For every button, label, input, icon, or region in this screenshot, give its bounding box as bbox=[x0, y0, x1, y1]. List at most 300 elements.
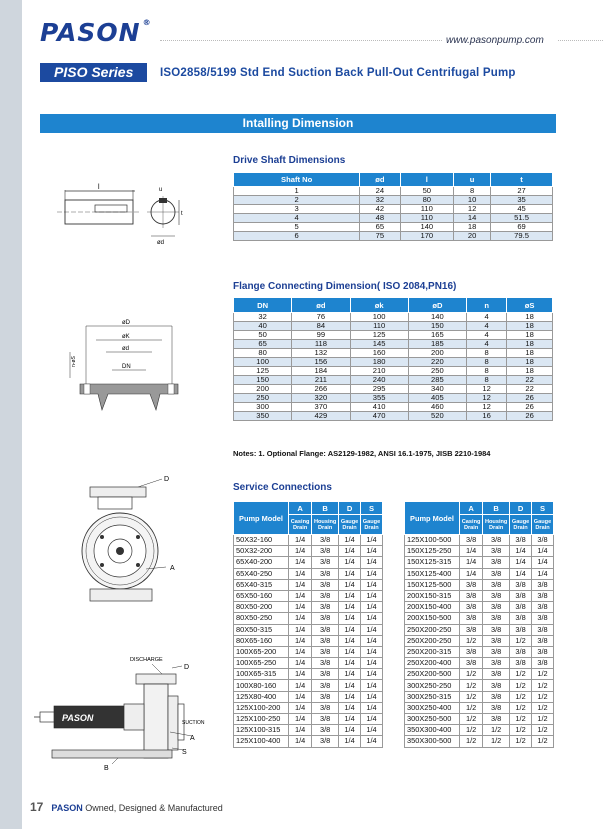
table-cell: 266 bbox=[292, 385, 350, 394]
table-cell: 3/8 bbox=[312, 602, 339, 613]
table-cell: 1/4 bbox=[460, 568, 483, 579]
table-cell: 1/2 bbox=[460, 680, 483, 691]
table-row bbox=[234, 367, 553, 376]
table-cell: 1/4 bbox=[339, 658, 361, 669]
table-cell: 4 bbox=[467, 313, 507, 322]
col-shaft-no: Shaft No bbox=[234, 173, 360, 187]
table-cell: 200 bbox=[234, 385, 292, 394]
table-cell: 125X100-250 bbox=[234, 714, 289, 725]
table-row bbox=[234, 590, 383, 601]
table-cell: 50X32-200 bbox=[234, 546, 289, 557]
table-cell: 3/8 bbox=[312, 646, 339, 657]
table-cell: 250X200-315 bbox=[405, 646, 460, 657]
table-row bbox=[234, 232, 553, 241]
table-row bbox=[234, 358, 553, 367]
table-cell: 8 bbox=[467, 376, 507, 385]
table-cell: 1/4 bbox=[361, 658, 383, 669]
svg-text:DN: DN bbox=[122, 364, 131, 370]
page-number: 17 bbox=[30, 800, 44, 814]
table-row bbox=[234, 535, 383, 546]
table-cell: 20 bbox=[454, 232, 491, 241]
table-cell: 3/8 bbox=[532, 635, 554, 646]
table-cell: 118 bbox=[292, 340, 350, 349]
table-cell: 3/8 bbox=[483, 579, 510, 590]
table-cell: 125X100-500 bbox=[405, 535, 460, 546]
table-cell: 3/8 bbox=[312, 702, 339, 713]
table-cell: 1/4 bbox=[289, 613, 312, 624]
table-cell: 3/8 bbox=[510, 646, 532, 657]
table-cell: 3/8 bbox=[460, 658, 483, 669]
svg-text:n-øS: n-øS bbox=[71, 356, 77, 367]
footer-brand: PASON bbox=[51, 803, 83, 813]
table-cell: 1/2 bbox=[532, 725, 554, 736]
table-cell: 12 bbox=[467, 385, 507, 394]
table-row bbox=[405, 635, 554, 646]
svg-text:ød: ød bbox=[122, 346, 130, 352]
table-cell: 355 bbox=[350, 394, 408, 403]
table-cell: 1/4 bbox=[361, 568, 383, 579]
table-cell: 75 bbox=[360, 232, 400, 241]
table-cell: 1/2 bbox=[510, 736, 532, 747]
table-cell: 1/2 bbox=[460, 725, 483, 736]
table-cell: 3/8 bbox=[483, 702, 510, 713]
table-cell: 3/8 bbox=[312, 557, 339, 568]
table-cell: 3/8 bbox=[510, 535, 532, 546]
table-cell: 80X50-200 bbox=[234, 602, 289, 613]
table-cell: 3 bbox=[234, 205, 360, 214]
table-cell: 1/4 bbox=[339, 546, 361, 557]
table-row bbox=[234, 736, 383, 747]
table-cell: 100 bbox=[234, 358, 292, 367]
table-cell: 1/4 bbox=[289, 646, 312, 657]
table-cell: 1/2 bbox=[532, 702, 554, 713]
table-cell: 285 bbox=[408, 376, 466, 385]
table-row bbox=[234, 669, 383, 680]
table-cell: 18 bbox=[507, 331, 553, 340]
svg-text:ød: ød bbox=[157, 240, 165, 246]
service-table-left: Pump Model A B D S Casing Drain Housing Drain Gauge Drain Gauge Drain 50X32-160 1/4 3/8 1/4 1/4 50X32-200 1/4 3/8 1/4 1/4 65X40-200 1/4 3/8 1/4 1/4 65X40-250 1/4 3/8 1/4 1/4 65X40-315 1/4 3/8 1/4 1/4 65X50-160 1/4 3/8 1/4 1/4 80X50-200 1/4 3/8 1/4 1/4 80X50-250 1/4 3/8 1/4 1/4 80X50-315 1/4 3/8 1/4 1/4 80X65-160 1/4 3/8 1/4 1/4 100X65-200 1/4 3/8 1/4 1/4 100X65-250 1/4 3/8 1/4 1/4 100X65-315 1/4 3/8 1/4 1/4 100X80-160 1/4 3/8 1/4 1/4 125X80-400 1/4 3/8 1/4 1/4 125X100-200 1/4 3/8 1/4 1/4 125X100-250 1/4 3/8 1/4 1/4 125X100-315 1/4 3/8 1/4 1/4 125X100-400 1/4 3/8 1/4 1/4 bbox=[233, 501, 383, 748]
table-cell: 3/8 bbox=[460, 646, 483, 657]
table-cell: 1/2 bbox=[460, 702, 483, 713]
table-cell: 200X150-315 bbox=[405, 590, 460, 601]
table-cell: 12 bbox=[467, 394, 507, 403]
table-row bbox=[405, 702, 554, 713]
table-row bbox=[234, 624, 383, 635]
table-row bbox=[234, 394, 553, 403]
table-row bbox=[234, 635, 383, 646]
table-cell: 156 bbox=[292, 358, 350, 367]
table-cell: 3/8 bbox=[312, 613, 339, 624]
table-cell: 1/2 bbox=[510, 702, 532, 713]
svg-text:t: t bbox=[181, 211, 183, 217]
table-cell: 3/8 bbox=[460, 613, 483, 624]
table-cell: 1/2 bbox=[483, 736, 510, 747]
table-cell: 50 bbox=[400, 187, 454, 196]
table-row bbox=[234, 725, 383, 736]
table-cell: 3/8 bbox=[532, 658, 554, 669]
table-cell: 32 bbox=[234, 313, 292, 322]
table-row bbox=[234, 646, 383, 657]
table-cell: 1/4 bbox=[361, 646, 383, 657]
table-cell: 125X100-200 bbox=[234, 702, 289, 713]
table-cell: 140 bbox=[408, 313, 466, 322]
table-cell: 1/4 bbox=[339, 568, 361, 579]
table-cell: 8 bbox=[467, 349, 507, 358]
table-row bbox=[405, 568, 554, 579]
table-row bbox=[405, 669, 554, 680]
table-cell: 3/8 bbox=[532, 579, 554, 590]
table-cell: 3/8 bbox=[483, 691, 510, 702]
svg-text:PASON: PASON bbox=[62, 713, 94, 723]
svg-text:S: S bbox=[182, 749, 187, 756]
table-cell: 3/8 bbox=[460, 624, 483, 635]
table-cell: 4 bbox=[234, 214, 360, 223]
table-cell: 8 bbox=[467, 367, 507, 376]
table-cell: 3/8 bbox=[460, 535, 483, 546]
table-cell: 1/2 bbox=[510, 635, 532, 646]
table-row bbox=[234, 376, 553, 385]
table-cell: 80X50-315 bbox=[234, 624, 289, 635]
table-cell: 1/4 bbox=[289, 535, 312, 546]
table-cell: 350X300-500 bbox=[405, 736, 460, 747]
table-cell: 3/8 bbox=[483, 714, 510, 725]
table-cell: 3/8 bbox=[312, 725, 339, 736]
table-cell: 3/8 bbox=[510, 613, 532, 624]
table-cell: 27 bbox=[491, 187, 553, 196]
table-row bbox=[234, 691, 383, 702]
table-cell: 125 bbox=[350, 331, 408, 340]
col-dn: DN bbox=[234, 298, 292, 313]
table-cell: 65X50-160 bbox=[234, 590, 289, 601]
table-cell: 5 bbox=[234, 223, 360, 232]
table-cell: 180 bbox=[350, 358, 408, 367]
table-cell: 3/8 bbox=[510, 590, 532, 601]
table-cell: 1/4 bbox=[289, 546, 312, 557]
table-cell: 3/8 bbox=[483, 658, 510, 669]
table-cell: 240 bbox=[350, 376, 408, 385]
table-cell: 200X150-400 bbox=[405, 602, 460, 613]
table-row bbox=[234, 680, 383, 691]
table-cell: 3/8 bbox=[312, 546, 339, 557]
table-cell: 32 bbox=[360, 196, 400, 205]
table-cell: 1/2 bbox=[510, 725, 532, 736]
table-cell: 1/4 bbox=[361, 691, 383, 702]
website-url[interactable]: www.pasonpump.com bbox=[446, 35, 544, 46]
table-cell: 200 bbox=[408, 349, 466, 358]
table-cell: 405 bbox=[408, 394, 466, 403]
col-n: n bbox=[467, 298, 507, 313]
table-cell: 350 bbox=[234, 412, 292, 421]
table-cell: 110 bbox=[400, 214, 454, 223]
table-cell: 210 bbox=[350, 367, 408, 376]
table-cell: 125X80-400 bbox=[234, 691, 289, 702]
table-row bbox=[234, 702, 383, 713]
table-cell: 1/4 bbox=[339, 691, 361, 702]
table-row bbox=[405, 646, 554, 657]
table-cell: 4 bbox=[467, 322, 507, 331]
table-cell: 250X200-400 bbox=[405, 658, 460, 669]
table-cell: 3/8 bbox=[510, 579, 532, 590]
svg-text:SUCTION: SUCTION bbox=[182, 720, 205, 726]
table-cell: 250X200-500 bbox=[405, 669, 460, 680]
table-cell: 51.5 bbox=[491, 214, 553, 223]
table-cell: 1/2 bbox=[532, 736, 554, 747]
table-cell: 300X250-400 bbox=[405, 702, 460, 713]
table-cell: 1/4 bbox=[361, 669, 383, 680]
table-cell: 1/4 bbox=[361, 557, 383, 568]
table-cell: 220 bbox=[408, 358, 466, 367]
table-cell: 110 bbox=[400, 205, 454, 214]
table-cell: 1/4 bbox=[339, 590, 361, 601]
header-divider bbox=[160, 40, 442, 41]
table-cell: 1/4 bbox=[289, 691, 312, 702]
table-cell: 145 bbox=[350, 340, 408, 349]
table-cell: 3/8 bbox=[483, 624, 510, 635]
table-cell: 1/4 bbox=[289, 714, 312, 725]
table-cell: 1/2 bbox=[483, 725, 510, 736]
table-cell: 10 bbox=[454, 196, 491, 205]
table-cell: 6 bbox=[234, 232, 360, 241]
table-cell: 1/4 bbox=[361, 535, 383, 546]
flange-drawing bbox=[60, 312, 200, 416]
svg-text:A: A bbox=[190, 735, 195, 742]
col-pump-model: Pump Model bbox=[234, 502, 289, 535]
table-cell: 65X40-200 bbox=[234, 557, 289, 568]
table-cell: 150X125-315 bbox=[405, 557, 460, 568]
table-cell: 150 bbox=[408, 322, 466, 331]
table-cell: 3/8 bbox=[312, 635, 339, 646]
svg-text:l: l bbox=[98, 184, 100, 191]
drive-shaft-drawing bbox=[55, 178, 205, 248]
col-t: t bbox=[491, 173, 553, 187]
table-cell: 3/8 bbox=[532, 602, 554, 613]
table-cell: 350X300-400 bbox=[405, 725, 460, 736]
table-cell: 1/4 bbox=[289, 669, 312, 680]
table-cell: 320 bbox=[292, 394, 350, 403]
pump-front-drawing bbox=[80, 473, 190, 613]
table-cell: 22 bbox=[507, 385, 553, 394]
table-row bbox=[234, 546, 383, 557]
table-cell: 3/8 bbox=[312, 691, 339, 702]
table-row bbox=[405, 546, 554, 557]
table-row bbox=[234, 557, 383, 568]
table-cell: 3/8 bbox=[460, 579, 483, 590]
table-cell: 1/2 bbox=[510, 714, 532, 725]
table-cell: 1/2 bbox=[460, 635, 483, 646]
table-cell: 250 bbox=[408, 367, 466, 376]
table-cell: 3/8 bbox=[460, 602, 483, 613]
table-cell: 250 bbox=[234, 394, 292, 403]
table-cell: 65 bbox=[360, 223, 400, 232]
table-cell: 1/4 bbox=[289, 725, 312, 736]
table-cell: 1/2 bbox=[510, 669, 532, 680]
table-cell: 3/8 bbox=[312, 535, 339, 546]
table-row bbox=[234, 658, 383, 669]
table-cell: 1/4 bbox=[289, 680, 312, 691]
table-row bbox=[234, 313, 553, 322]
table-row bbox=[234, 579, 383, 590]
table-cell: 300 bbox=[234, 403, 292, 412]
table-cell: 1/4 bbox=[361, 590, 383, 601]
table-cell: 429 bbox=[292, 412, 350, 421]
table-cell: 2 bbox=[234, 196, 360, 205]
table-cell: 18 bbox=[454, 223, 491, 232]
table-cell: 80X65-160 bbox=[234, 635, 289, 646]
table-row bbox=[234, 385, 553, 394]
table-cell: 12 bbox=[467, 403, 507, 412]
table-cell: 1 bbox=[234, 187, 360, 196]
table-cell: 1/4 bbox=[460, 546, 483, 557]
table-cell: 40 bbox=[234, 322, 292, 331]
table-cell: 100X65-315 bbox=[234, 669, 289, 680]
table-cell: 100 bbox=[350, 313, 408, 322]
table-cell: 1/4 bbox=[361, 635, 383, 646]
table-row bbox=[405, 590, 554, 601]
table-cell: 26 bbox=[507, 412, 553, 421]
table-cell: 79.5 bbox=[491, 232, 553, 241]
table-cell: 3/8 bbox=[532, 613, 554, 624]
svg-text:u: u bbox=[159, 187, 163, 193]
table-row bbox=[234, 205, 553, 214]
table-cell: 3/8 bbox=[483, 680, 510, 691]
table-cell: 3/8 bbox=[483, 635, 510, 646]
table-cell: 1/2 bbox=[460, 669, 483, 680]
table-cell: 300X250-500 bbox=[405, 714, 460, 725]
table-cell: 12 bbox=[454, 205, 491, 214]
table-cell: 1/4 bbox=[339, 624, 361, 635]
table-cell: 1/4 bbox=[361, 579, 383, 590]
table-cell: 1/2 bbox=[510, 680, 532, 691]
table-cell: 8 bbox=[454, 187, 491, 196]
flange-notes: Notes: 1. Optional Flange: AS2129-1982, ANSI 16.1-1975, JISB 2210-1984 bbox=[233, 449, 491, 458]
table-cell: 300X250-315 bbox=[405, 691, 460, 702]
table-cell: 18 bbox=[507, 340, 553, 349]
table-cell: 3/8 bbox=[312, 579, 339, 590]
table-cell: 1/4 bbox=[339, 535, 361, 546]
table-cell: 99 bbox=[292, 331, 350, 340]
table-row bbox=[234, 568, 383, 579]
table-cell: 1/4 bbox=[339, 646, 361, 657]
table-cell: 1/4 bbox=[289, 624, 312, 635]
table-cell: 150X125-250 bbox=[405, 546, 460, 557]
table-cell: 65 bbox=[234, 340, 292, 349]
table-cell: 100X80-160 bbox=[234, 680, 289, 691]
table-cell: 150X125-500 bbox=[405, 579, 460, 590]
table-cell: 1/4 bbox=[510, 557, 532, 568]
table-cell: 3/8 bbox=[483, 646, 510, 657]
table-cell: 65X40-250 bbox=[234, 568, 289, 579]
table-cell: 200X150-500 bbox=[405, 613, 460, 624]
flange-heading: Flange Connecting Dimension( ISO 2084,PN16) bbox=[233, 281, 457, 292]
table-cell: 410 bbox=[350, 403, 408, 412]
table-cell: 1/4 bbox=[361, 725, 383, 736]
table-cell: 140 bbox=[400, 223, 454, 232]
table-row bbox=[234, 403, 553, 412]
table-cell: 3/8 bbox=[483, 613, 510, 624]
table-cell: 1/4 bbox=[289, 658, 312, 669]
table-cell: 3/8 bbox=[532, 590, 554, 601]
table-cell: 1/4 bbox=[361, 546, 383, 557]
table-cell: 1/4 bbox=[361, 624, 383, 635]
svg-text:øK: øK bbox=[122, 334, 130, 340]
table-cell: 18 bbox=[507, 367, 553, 376]
table-cell: 80 bbox=[400, 196, 454, 205]
table-cell: 211 bbox=[292, 376, 350, 385]
table-cell: 1/4 bbox=[289, 602, 312, 613]
table-cell: 18 bbox=[507, 322, 553, 331]
table-cell: 1/4 bbox=[460, 557, 483, 568]
table-cell: 1/2 bbox=[460, 714, 483, 725]
table-cell: 132 bbox=[292, 349, 350, 358]
table-cell: 42 bbox=[360, 205, 400, 214]
table-cell: 14 bbox=[454, 214, 491, 223]
table-cell: 8 bbox=[467, 358, 507, 367]
table-row bbox=[405, 624, 554, 635]
table-row bbox=[234, 613, 383, 624]
table-cell: 150X125-400 bbox=[405, 568, 460, 579]
table-cell: 3/8 bbox=[312, 669, 339, 680]
table-cell: 50X32-160 bbox=[234, 535, 289, 546]
table-cell: 3/8 bbox=[532, 535, 554, 546]
table-cell: 3/8 bbox=[483, 669, 510, 680]
table-row bbox=[234, 223, 553, 232]
table-cell: 26 bbox=[507, 403, 553, 412]
table-cell: 1/4 bbox=[510, 546, 532, 557]
table-cell: 3/8 bbox=[483, 590, 510, 601]
table-cell: 1/2 bbox=[532, 691, 554, 702]
table-row bbox=[405, 613, 554, 624]
page-subtitle: ISO2858/5199 Std End Suction Back Pull-Out Centrifugal Pump bbox=[160, 67, 516, 79]
table-cell: 100X65-250 bbox=[234, 658, 289, 669]
table-cell: 1/4 bbox=[339, 702, 361, 713]
table-row bbox=[405, 680, 554, 691]
table-cell: 24 bbox=[360, 187, 400, 196]
table-cell: 45 bbox=[491, 205, 553, 214]
table-cell: 1/2 bbox=[460, 736, 483, 747]
table-cell: 18 bbox=[507, 358, 553, 367]
table-cell: 1/4 bbox=[289, 702, 312, 713]
svg-text:A: A bbox=[170, 565, 175, 572]
table-row bbox=[234, 714, 383, 725]
table-cell: 3/8 bbox=[483, 557, 510, 568]
drive-shaft-heading: Drive Shaft Dimensions bbox=[233, 155, 346, 166]
table-cell: 125 bbox=[234, 367, 292, 376]
table-cell: 340 bbox=[408, 385, 466, 394]
table-cell: 80X50-250 bbox=[234, 613, 289, 624]
table-cell: 1/4 bbox=[339, 579, 361, 590]
table-row bbox=[234, 602, 383, 613]
pump-side-drawing bbox=[32, 652, 220, 772]
table-cell: 3/8 bbox=[312, 736, 339, 747]
svg-text:D: D bbox=[184, 664, 190, 671]
table-row bbox=[234, 214, 553, 223]
table-row bbox=[405, 691, 554, 702]
table-row bbox=[234, 340, 553, 349]
table-row bbox=[234, 196, 553, 205]
col-d: ød bbox=[292, 298, 350, 313]
table-cell: 65X40-315 bbox=[234, 579, 289, 590]
table-cell: 1/4 bbox=[361, 702, 383, 713]
brand-logo: PASON ® bbox=[40, 18, 152, 47]
col-d: ød bbox=[360, 173, 400, 187]
section-title: Intalling Dimension bbox=[40, 114, 556, 133]
header-divider-end bbox=[558, 40, 603, 41]
table-row bbox=[234, 349, 553, 358]
col-l: l bbox=[400, 173, 454, 187]
table-cell: 165 bbox=[408, 331, 466, 340]
table-cell: 3/8 bbox=[312, 624, 339, 635]
table-cell: 18 bbox=[507, 313, 553, 322]
